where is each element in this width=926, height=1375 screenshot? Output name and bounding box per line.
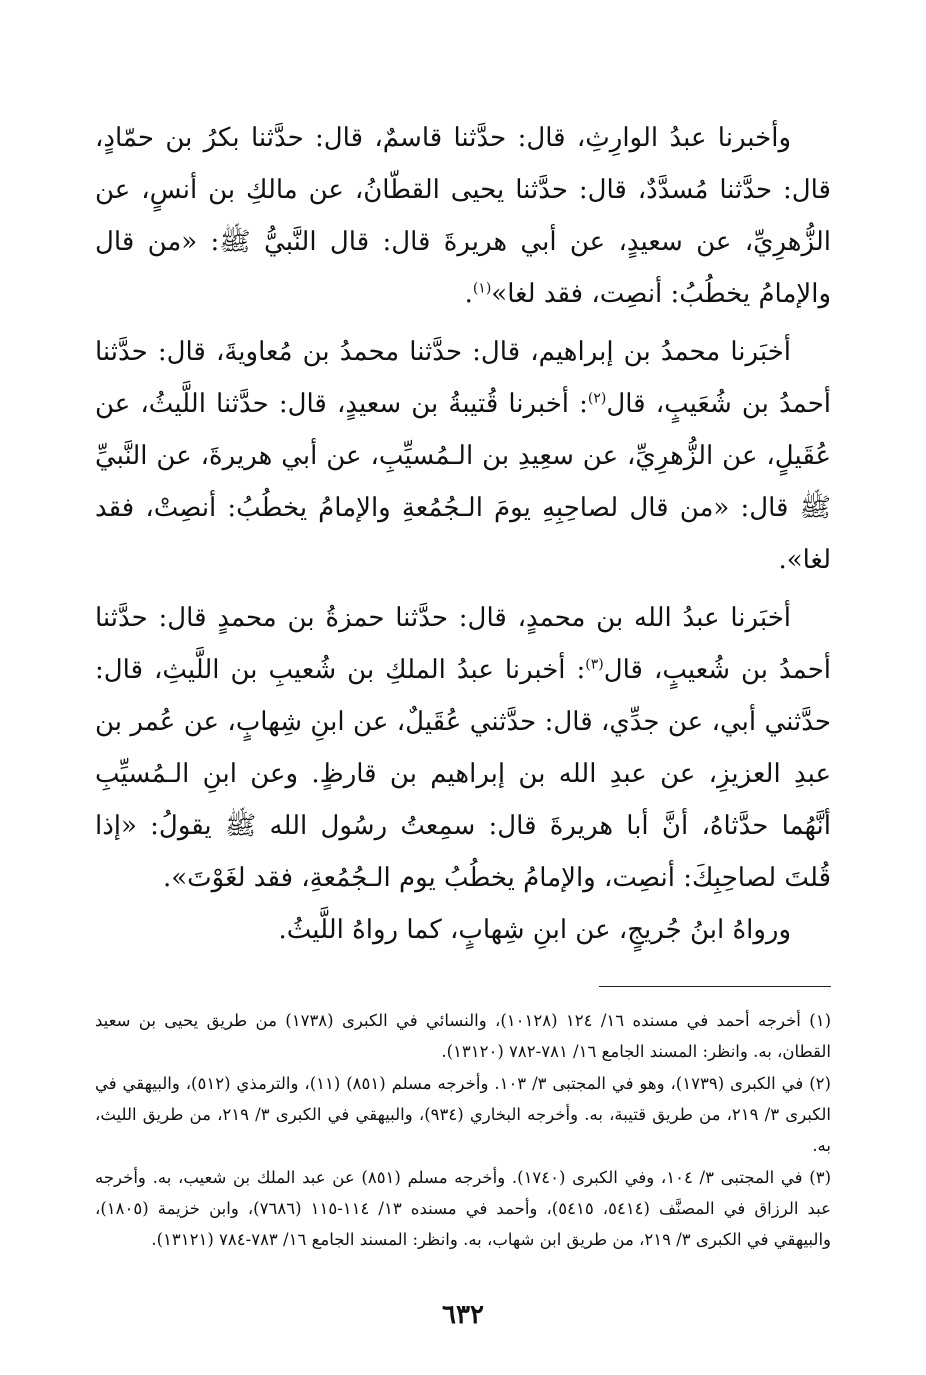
paragraph-2 <box>95 326 831 586</box>
paragraph-1 <box>95 112 831 320</box>
paragraph-2-text: أخبَرنا محمدُ بن إبراهيم، قال: حدَّثنا محمدُ بن مُعاويةَ، قال: حدَّثنا أحمدُ بن شُعَيبٍ، قال <box>95 337 831 419</box>
footnote-3 <box>95 1162 831 1255</box>
paragraph-3 <box>95 592 831 904</box>
footnote-2-text: في الكبرى (١٧٣٩)، وهو في المجتبى ٣/ ١٠٣. وأخرجه مسلم (٨٥١) (١١)، والترمذي (٥١٢)، والبيهقي في الكبرى ٣/ ٢١٩، من طريق قتيبة، به. وأخرجه البخاري (٩٣٤)، والبيهقي في الكبرى ٣/ ٢١٩، من طريق الليث، به. <box>95 1074 831 1155</box>
footnote-1 <box>95 1005 831 1067</box>
footnote-ref-2: (٢) <box>587 390 607 407</box>
footnote-1-text: أخرجه أحمد في مسنده ١٦/ ١٢٤ (١٠١٢٨)، والنسائي في الكبرى (١٧٣٨) من طريق يحيى بن سعيد القطان، به. وانظر: المسند الجامع ١٦/ ٧٨١-٧٨٢ (١٣١٢٠). <box>95 1011 831 1061</box>
paragraph-4 <box>95 904 831 956</box>
footnote-3-marker: (٣) <box>809 1168 832 1187</box>
paragraph-3-continuation: : أخبرنا عبدُ الملكِ بن شُعيبِ بن اللَّيثِ، قال: حدَّثني أبي، عن جدِّي، قال: حدَّثني عُقَيلٌ، عن ابنِ شِهابٍ، عن عُمر بن عبدِ العزيزِ، عن عبدِ الله بن إبراهيم بن قارظٍ. وعن ابنِ الـمُسيِّبِ أنَّهُما حدَّثاهُ، أنَّ أبا هريرةَ قال: سمِعتُ رسُول الله ﷺ يقولُ: «إذا قُلتَ لصاحِبِكَ: أنصِت، والإمامُ يخطُبُ يوم الـجُمُعةِ، فقد لغَوْتَ». <box>95 655 831 893</box>
paragraph-1-end: . <box>464 279 473 309</box>
footnotes <box>95 1005 831 1255</box>
paragraph-3-text: أخبَرنا عبدُ الله بن محمدٍ، قال: حدَّثنا حمزةُ بن محمدٍ قال: حدَّثنا أحمدُ بن شُعيبٍ، قال <box>95 603 832 685</box>
footnote-2 <box>95 1068 831 1161</box>
footnote-3-text: في المجتبى ٣/ ١٠٤، وفي الكبرى (١٧٤٠). وأخرجه مسلم (٨٥١) عن عبد الملك بن شعيب، به. وأخرجه عبد الرزاق في المصنَّف (٥٤١٤، ٥٤١٥)، وأحمد في مسنده ١٣/ ١١٤-١١٥ (٧٦٨٦)، وابن خزيمة (١٨٠٥)، والبيهقي في الكبرى ٣/ ٢١٩، من طريق ابن شهاب، به. وانظر: المسند الجامع ١٦/ ٧٨٣-٧٨٤ (١٣١٢١). <box>95 1168 831 1249</box>
paragraph-1-text: وأخبرنا عبدُ الوارِثِ، قال: حدَّثنا قاسمٌ، قال: حدَّثنا بكرُ بن حمّادٍ، قال: حدَّثنا مُسدَّدٌ، قال: حدَّثنا يحيى القطّانُ، عن مالكِ بن أنسٍ، عن الزُّهرِيِّ، عن سعيدٍ، عن أبي هريرةَ قال: قال النَّبيُّ ﷺ: «من قال والإمامُ يخطُبُ: أنصِت، فقد لغا» <box>95 123 831 309</box>
footnote-1-marker: (١) <box>809 1011 832 1030</box>
paragraph-2-continuation: : أخبرنا قُتيبةُ بن سعيدٍ، قال: حدَّثنا اللَّيثُ، عن عُقَيلٍ، عن الزُّهرِيِّ، عن سعِيدِ بن الـمُسيِّبِ، عن أبي هريرةَ، عن النَّبيِّ ﷺ قال: «من قال لصاحِبِهِ يومَ الـجُمُعةِ والإمامُ يخطُبُ: أنصِتْ، فقد لغا». <box>95 389 831 575</box>
paragraph-4-text: ورواهُ ابنُ جُريجٍ، عن ابنِ شِهابٍ، كما رواهُ اللَّيثُ. <box>278 915 791 945</box>
footnote-ref-3: (٣) <box>585 656 604 673</box>
main-text <box>95 112 831 956</box>
footnote-ref-1: (١) <box>472 280 492 297</box>
page-number: ٦٣٢ <box>442 1300 484 1330</box>
footnote-2-marker: (٢) <box>809 1074 831 1093</box>
footnote-separator <box>599 986 831 987</box>
